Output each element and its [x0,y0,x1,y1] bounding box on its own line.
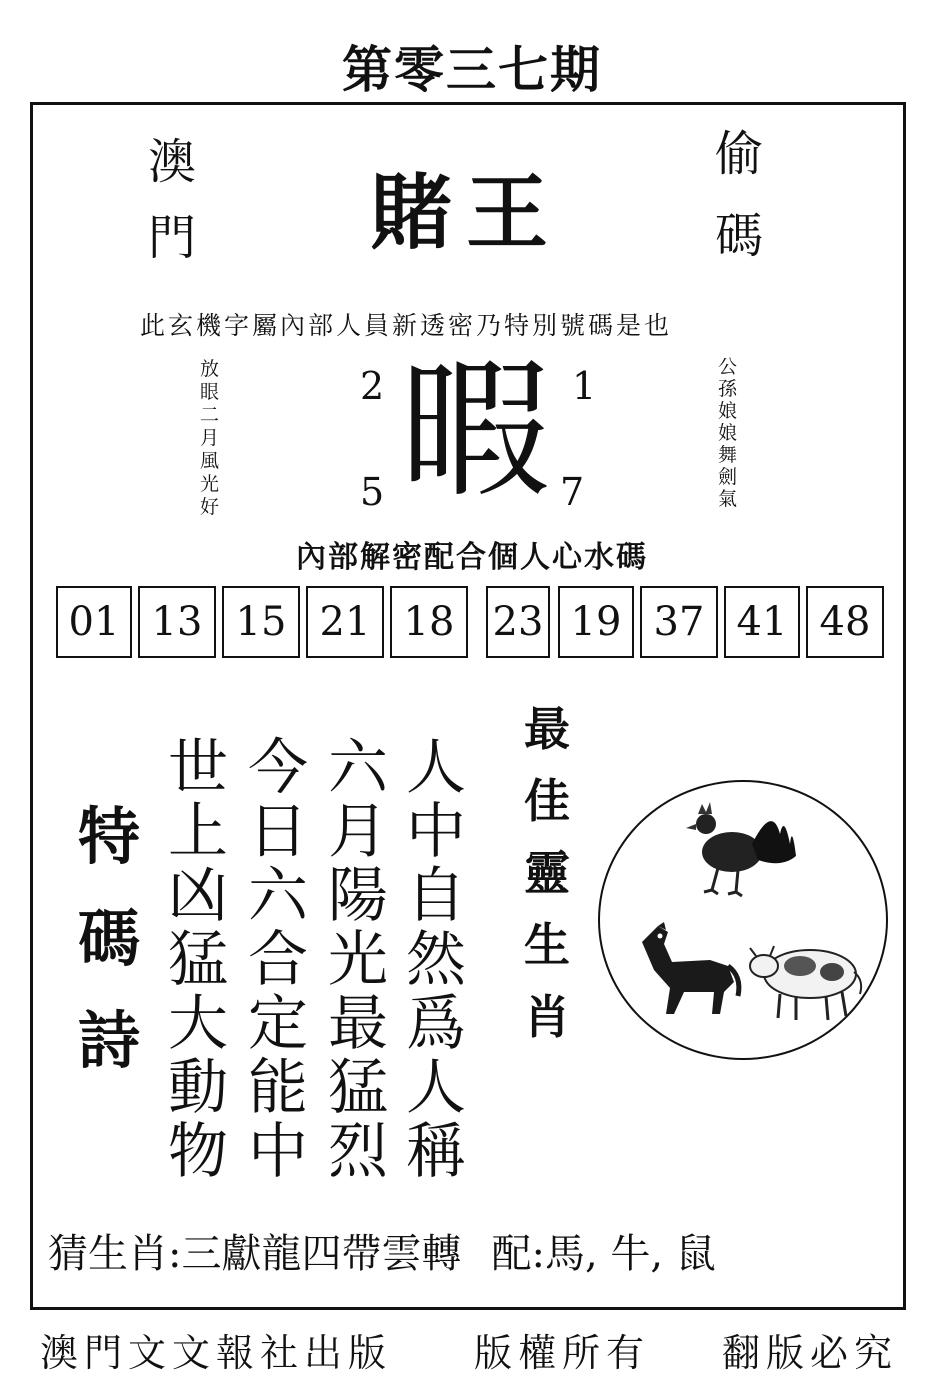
match-label: 配: [491,1231,545,1277]
number-cell: 01 [56,586,132,658]
main-title: 賭王 [370,166,563,261]
decode-title: 內部解密配合個人心水碼 [296,540,648,575]
poem-char: 月 [328,797,388,867]
poem-title-char: 特 [78,800,141,873]
poem-char: 人 [406,733,466,803]
guess-riddle-line [48,1222,716,1279]
number-cell: 21 [306,586,384,658]
zodiac-title-char: 肖 [524,990,570,1044]
poem-char: 稱 [406,1117,466,1187]
hint-char: 眼 [200,381,220,403]
poem-char: 六 [328,733,388,803]
hint-char: 月 [200,427,220,449]
poem-char: 自 [406,861,466,931]
brand-left [148,134,197,266]
poem-char: 六 [248,861,308,931]
brand-right-char: 偷 [715,126,764,182]
poem-char: 爲 [406,989,466,1059]
guess-text: 三獻龍四帶雲轉 [181,1231,462,1277]
poem-char: 中 [406,797,466,867]
poem-char: 世 [168,733,228,803]
match-text: 馬, 牛, 鼠 [544,1231,716,1277]
footer-publisher: 澳門文文報社出版 [40,1331,393,1375]
hint-char: 公 [718,356,738,378]
hint-right [718,358,737,509]
brand-right-char: 碼 [715,208,764,264]
poem-line [248,733,308,1187]
hint-char: 娘 [718,422,738,444]
number-cell: 15 [222,586,300,658]
number-cell: 37 [640,586,718,658]
rooster-icon [686,802,796,896]
footer-warning: 翻版必究 [722,1331,899,1375]
hint-char: 孫 [718,378,738,400]
hint-char: 氣 [718,488,738,510]
poem-line [406,733,466,1187]
hint-char: 光 [200,473,220,495]
brand-left-char: 門 [148,210,197,266]
zodiac-title [524,702,570,1044]
poem-char: 定 [248,989,308,1059]
riddle-number-top-right: 1 [572,364,597,408]
hint-char: 放 [200,358,220,380]
footer-rights: 版權所有 [474,1331,651,1375]
poem-char: 日 [248,797,308,867]
hint-char: 劍 [718,466,738,488]
poem-title-char: 詩 [78,1004,141,1077]
horse-icon [642,922,739,1014]
zodiac-animals-illustration [600,782,890,1062]
zodiac-title-char: 最 [524,702,570,756]
ox-icon [750,946,861,1020]
poem-char: 能 [248,1053,308,1123]
issue-title: 第零三七期 [342,41,602,99]
number-cell: 23 [486,586,550,658]
poem-char: 動 [168,1053,228,1123]
poem-title [78,800,141,1077]
number-cell: 48 [806,586,884,658]
poem-title-char: 碼 [78,902,141,975]
brand-right [715,126,764,264]
zodiac-title-char: 佳 [524,774,570,828]
number-cell: 41 [724,586,800,658]
hint-left [200,360,219,517]
hint-char: 娘 [718,400,738,422]
poem-char: 烈 [328,1117,388,1187]
poem-line [328,733,388,1187]
guess-label: 猜生肖: [48,1231,182,1277]
poem-char: 中 [248,1117,308,1187]
poem-char: 猛 [168,925,228,995]
poem-char: 凶 [168,861,228,931]
poem-line [168,733,228,1187]
poem-char: 最 [328,989,388,1059]
poem-char: 合 [248,925,308,995]
poem-char: 光 [328,925,388,995]
hint-char: 舞 [718,444,738,466]
poem-char: 大 [168,989,228,1059]
number-cell: 19 [558,586,634,658]
zodiac-animal-circle [598,780,888,1060]
riddle-number-bottom-right: 7 [560,470,585,514]
intro-text: 此玄機字屬內部人員新透密乃特別號碼是也 [140,311,673,340]
poem-char: 猛 [328,1053,388,1123]
hint-char: 二 [200,404,220,426]
zodiac-title-char: 靈 [524,846,570,900]
number-cell: 18 [390,586,468,658]
poem-char: 上 [168,797,228,867]
hint-char: 好 [200,496,220,518]
main-frame [30,102,906,1310]
riddle-number-bottom-left: 5 [360,470,385,514]
riddle-number-top-left: 2 [360,364,385,408]
poem-char: 陽 [328,861,388,931]
number-cell: 13 [138,586,216,658]
riddle-character: 暇 [400,344,551,518]
poem-char: 人 [406,1053,466,1123]
poem-char: 然 [406,925,466,995]
poem-char: 今 [248,733,308,803]
poem-char: 物 [168,1117,228,1187]
hint-char: 風 [200,450,220,472]
brand-left-char: 澳 [148,134,197,190]
zodiac-title-char: 生 [524,918,570,972]
